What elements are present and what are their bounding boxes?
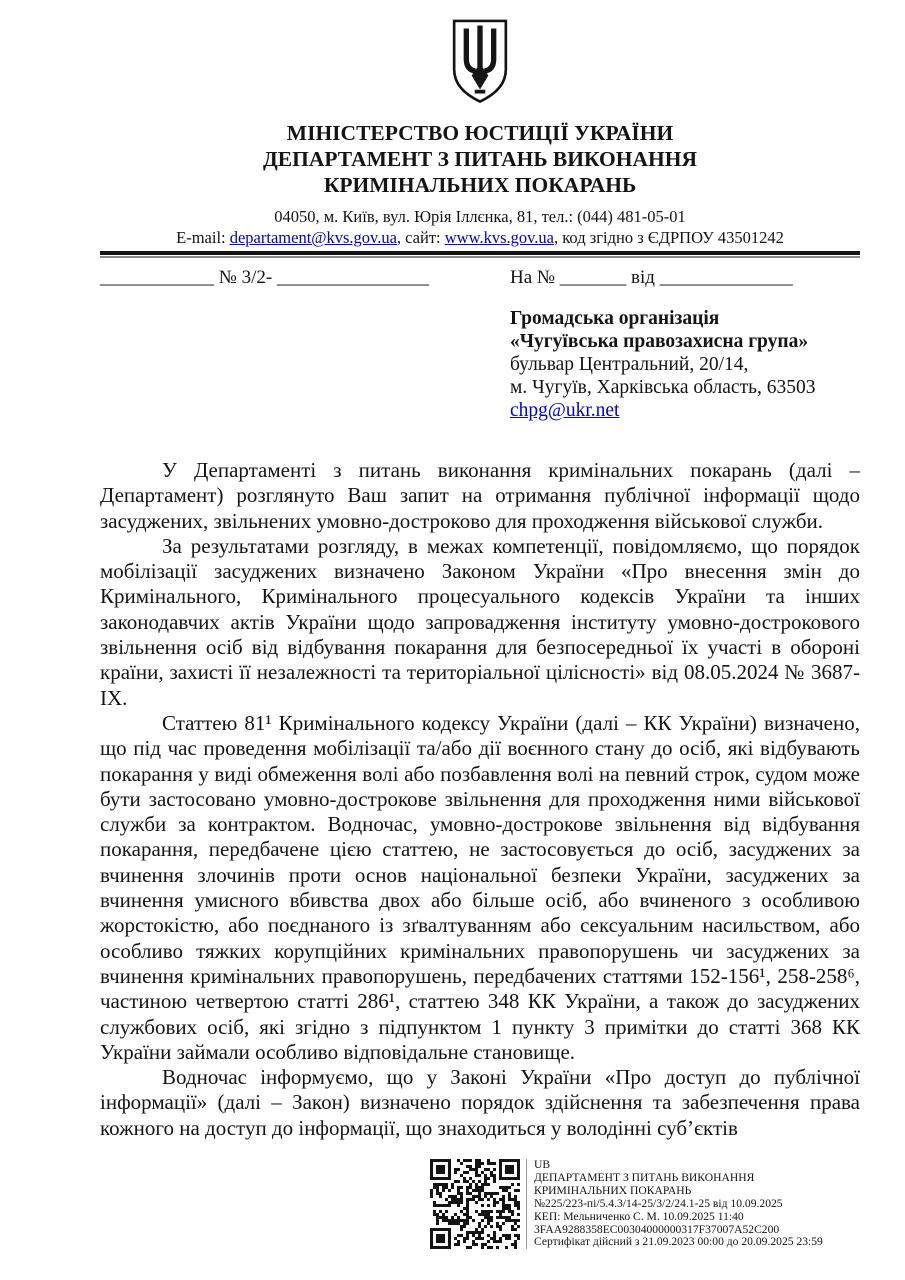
coat-of-arms	[100, 16, 860, 113]
stamp-line: №225/223-пі/5.4.3/14-25/3/2/24.1-25 від 10.09.2025	[534, 1196, 783, 1210]
recipient-email-line	[510, 399, 860, 422]
ref-number-label: № 3/2-	[218, 267, 277, 288]
paragraph: За результатами розгляду, в межах компетенції, повідомляємо, що порядок мобілізації засуджених визначено Законом України «Про внесення змін до Кримінального, Кримінального процесуального кодексів України та інших законодавчих актів України щодо запровадження інституту умовно-дострокового звільнення осіб від відбування покарання для безпосередньої їх участі в обороні країни, захисті її незалежності та територіальної цілісності» від 08.05.2024 № 3687-IX.	[100, 533, 860, 710]
paragraph: У Департаменті з питань виконання кримінальних покарань (далі – Департамент) розглянуто Ваш запит на отримання публічної інформації щодо засуджених, звільнених умовно-достроково для проходження військової служби.	[100, 458, 860, 533]
edrpou-label: , код згідно з ЄДРПОУ 43501242	[554, 228, 784, 247]
ref-label: від	[631, 267, 660, 288]
outgoing-number	[100, 267, 429, 288]
ref-blank: ________________	[276, 267, 429, 288]
email-link[interactable]: departament@kvs.gov.ua	[229, 228, 397, 247]
stamp-line: КЕП: Мельниченко С. М. 10.09.2025 11:40	[534, 1209, 744, 1223]
recipient-address: бульвар Центральний, 20/14,	[510, 354, 749, 375]
recipient-org-name: Громадська організація	[510, 308, 720, 329]
ref-blank: ______________	[659, 267, 793, 288]
stamp-line: Сертифікат дійсний з 21.09.2023 00:00 до 20.09.2025 23:59	[534, 1235, 823, 1249]
recipient-block	[510, 307, 860, 422]
paragraph: Водночас інформуємо, що у Законі України «Про доступ до публічної інформації» (далі – Закон) визначено порядок здійснення та забезпечення права кожного на доступ до інформації, що знаходиться у володінні суб’єктів	[100, 1065, 860, 1140]
ministry-title	[100, 120, 860, 198]
title-line: ДЕПАРТАМЕНТ З ПИТАНЬ ВИКОНАННЯ	[263, 147, 697, 171]
site-label: , сайт:	[396, 228, 445, 247]
stamp-line: 3FAA9288358EC00304000000317F37007A52C200	[534, 1222, 780, 1236]
header-divider	[100, 251, 860, 258]
signature-stamp	[430, 1159, 860, 1249]
stamp-line: КРИМІНАЛЬНИХ ПОКАРАНЬ	[534, 1183, 692, 1197]
qr-code	[430, 1159, 520, 1249]
title-line: МІНІСТЕРСТВО ЮСТИЦІЇ УКРАЇНИ	[286, 121, 674, 145]
ref-blank: _______	[559, 267, 627, 288]
incoming-number	[510, 267, 793, 289]
title-line: КРИМІНАЛЬНИХ ПОКАРАНЬ	[323, 173, 637, 197]
ref-blank: ____________	[100, 267, 219, 288]
recipient-org-name: «Чугуївська правозахисна група»	[510, 331, 809, 352]
stamp-text	[526, 1159, 823, 1249]
stamp-line: UB	[534, 1158, 551, 1172]
ref-label: На №	[510, 267, 560, 288]
reference-row	[100, 267, 860, 293]
trident-icon	[442, 16, 518, 108]
contact-line	[100, 227, 860, 248]
letter-body	[100, 458, 860, 1141]
site-link[interactable]: www.kvs.gov.ua	[444, 228, 554, 247]
email-label: E-mail:	[176, 228, 230, 247]
divider-thick-line	[100, 251, 860, 255]
paragraph: Статтею 81¹ Кримінального кодексу України (далі – КК України) визначено, що під час проведення мобілізації та/або дії воєнного стану до осіб, які відбувають покарання у виді обмеження волі або позбавлення волі на певний строк, судом може бути застосовано умовно-дострокове звільнення для проходження ними військової служби за контрактом. Водночас, умовно-дострокове звільнення від відбування покарання, передбачене цією статтею, не застосовується до осіб, засуджених за вчинення злочинів проти основ національної безпеки України, засуджених за вчинення умисного вбивства двох або більше осіб, або вчиненого з особливою жорстокістю, або поєднаного із зґвалтуванням або сексуальним насильством, або особливо тяжких корупційних кримінальних правопорушень чи засуджених за вчинення кримінальних правопорушень, передбачених статтями 152-156¹, 258-258⁶, частиною четвертою статті 286¹, статтею 348 КК України, а також до засуджених службових осіб, які згідно з підпунктом 1 пункту 3 примітки до статті 368 КК України займали особливо відповідальне становище.	[100, 710, 860, 1064]
stamp-line: ДЕПАРТАМЕНТ З ПИТАНЬ ВИКОНАННЯ	[534, 1170, 755, 1184]
recipient-email-link[interactable]: chpg@ukr.net	[510, 400, 620, 421]
recipient-address: м. Чугуїв, Харківська область, 63503	[510, 377, 816, 398]
divider-thin-line	[100, 256, 860, 258]
postal-address: 04050, м. Київ, вул. Юрія Іллєнка, 81, тел.: (044) 481-05-01	[274, 207, 686, 226]
contact-info	[100, 206, 860, 248]
